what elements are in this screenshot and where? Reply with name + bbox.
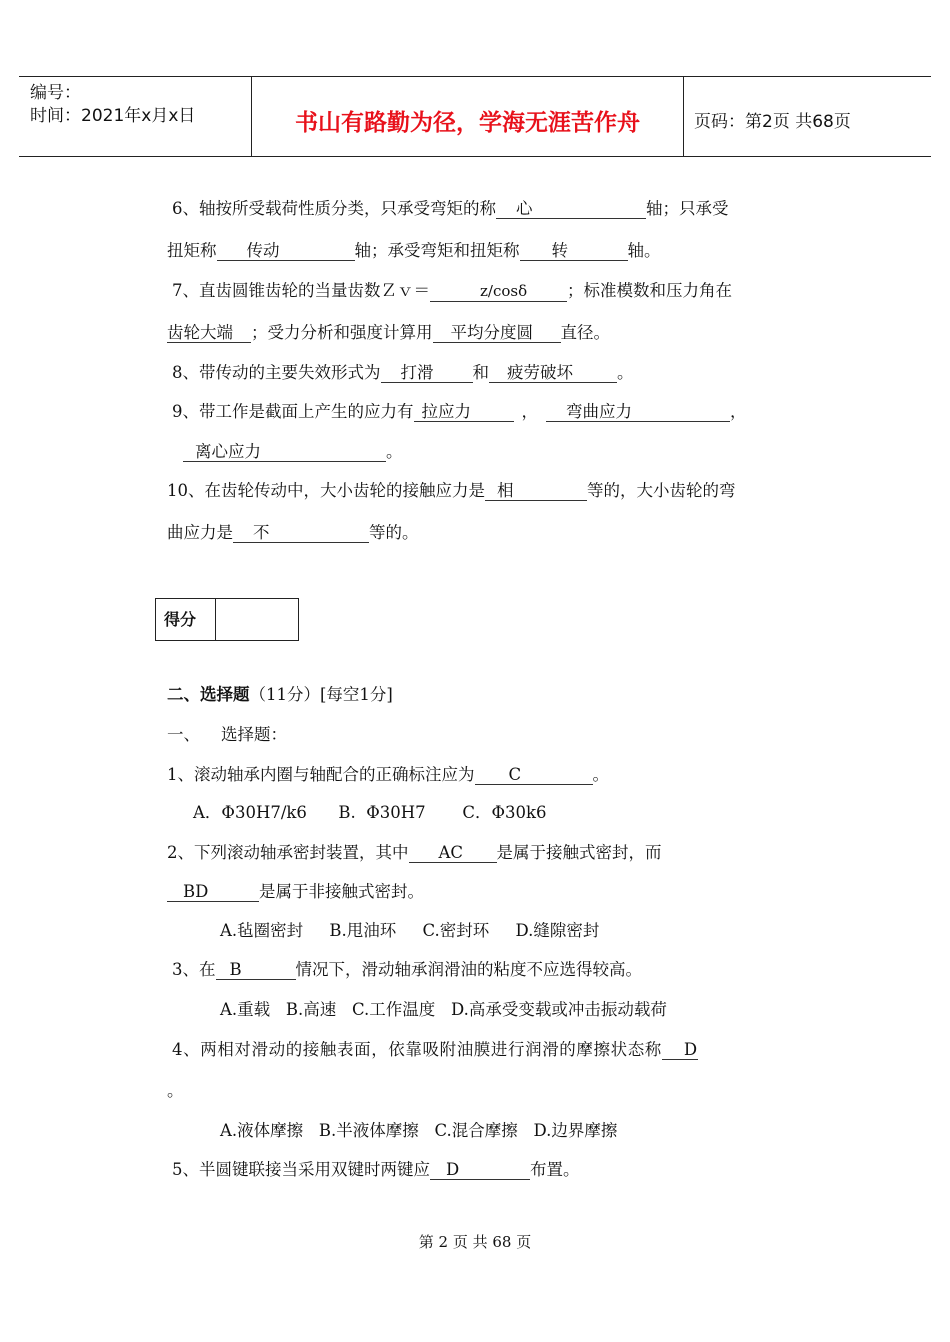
q9-blank1: 拉应力 xyxy=(414,402,514,422)
header-motto: 书山有路勤为径，学海无涯苦作舟 xyxy=(295,110,640,136)
q8-blank1: 打滑 xyxy=(381,363,473,383)
c3-blank: B xyxy=(216,960,296,980)
q8-line: 8、带传动的主要失效形式为 打滑 和 疲劳破坏 。 xyxy=(172,363,634,382)
q9-line1: 9、带工作是截面上产生的应力有 拉应力 ， 弯曲应力 ， xyxy=(172,402,747,421)
q10-line2: 曲应力是 不 等的。 xyxy=(167,523,419,542)
doc-time-label: 时间：2021年x月x日 xyxy=(30,106,196,126)
c2-line2: BD 是属于非接触式密封。 xyxy=(167,881,424,903)
c2-options: A.毡圈密封 B.甩油环 C.密封环 D.缝隙密封 xyxy=(220,921,600,940)
c3-line: 3、在 B 情况下，滑动轴承润滑油的粘度不应选得较高。 xyxy=(172,960,642,979)
c2-blank2: BD xyxy=(167,882,259,902)
c1-options: A．Φ30H7/k6 B. Φ30H7 C．Φ30k6 xyxy=(193,803,547,822)
header-meta xyxy=(30,82,195,128)
header-bottom-rule xyxy=(19,156,931,157)
score-box xyxy=(155,598,299,641)
q6-line1: 6、轴按所受载荷性质分类，只承受弯矩的称 心 轴；只承受 xyxy=(172,199,729,218)
c2-blank1: AC xyxy=(409,843,497,863)
c5-line: 5、半圆键联接当采用双键时两键应 D 布置。 xyxy=(172,1160,580,1179)
header-divider-right xyxy=(683,76,684,156)
section2-subtitle: 一、 选择题： xyxy=(167,725,287,744)
c4-line2: 。 xyxy=(167,1081,184,1100)
doc-number-label: 编号： xyxy=(30,83,81,103)
q6-blank3: 转 xyxy=(520,241,628,261)
section2-title: 二、选择题（11分）[每空1分] xyxy=(167,685,393,704)
header-top-rule xyxy=(19,76,931,77)
c4-options: A.液体摩擦 B.半液体摩擦 C.混合摩擦 D.边界摩擦 xyxy=(220,1121,618,1140)
q7-line2: 齿轮大端 ；受力分析和强度计算用 平均分度圆 直径。 xyxy=(167,323,610,342)
q6-blank2: 传动 xyxy=(217,241,355,261)
c4-blank: D xyxy=(662,1040,698,1060)
c4-line1: 4、两相对滑动的接触表面，依靠吸附油膜进行润滑的摩擦状态称 D xyxy=(172,1040,698,1059)
c3-options: A.重载 B.高速 C.工作温度 D.高承受变载或冲击振动载荷 xyxy=(220,1000,667,1019)
q8-blank2: 疲劳破坏 xyxy=(489,363,617,383)
score-label-cell xyxy=(156,599,216,640)
score-label: 得分 xyxy=(164,610,197,629)
c1-blank: C xyxy=(475,765,593,785)
c5-blank: D xyxy=(430,1160,530,1180)
q7-blank2: 齿轮大端 xyxy=(167,323,251,343)
q7-blank3: 平均分度圆 xyxy=(433,323,561,343)
q10-blank2: 不 xyxy=(233,523,369,543)
q7-line1: 7、直齿圆锥齿轮的当量齿数Ｚｖ＝ z/cosδ ；标准模数和压力角在 xyxy=(172,281,732,300)
header-page-code: 页码：第2页 共68页 xyxy=(694,112,851,132)
q9-line2: 离心应力 。 xyxy=(183,441,403,463)
q10-blank1: 相 xyxy=(485,481,587,501)
q10-line1: 10、在齿轮传动中，大小齿轮的接触应力是 相 等的，大小齿轮的弯 xyxy=(167,481,736,500)
page-footer: 第 2 页 共 68 页 xyxy=(418,1233,532,1251)
q9-blank3: 离心应力 xyxy=(183,442,386,462)
q9-blank2: 弯曲应力 xyxy=(546,402,730,422)
q6-line2: 扭矩称 传动 轴；承受弯矩和扭矩称 转 轴。 xyxy=(167,241,661,260)
c1-line: 1、滚动轴承内圈与轴配合的正确标注应为 C 。 xyxy=(167,765,609,784)
q6-blank1: 心 xyxy=(496,199,646,219)
c2-line1: 2、下列滚动轴承密封装置，其中 AC 是属于接触式密封，而 xyxy=(167,843,662,862)
q7-blank1: z/cosδ xyxy=(430,282,567,302)
